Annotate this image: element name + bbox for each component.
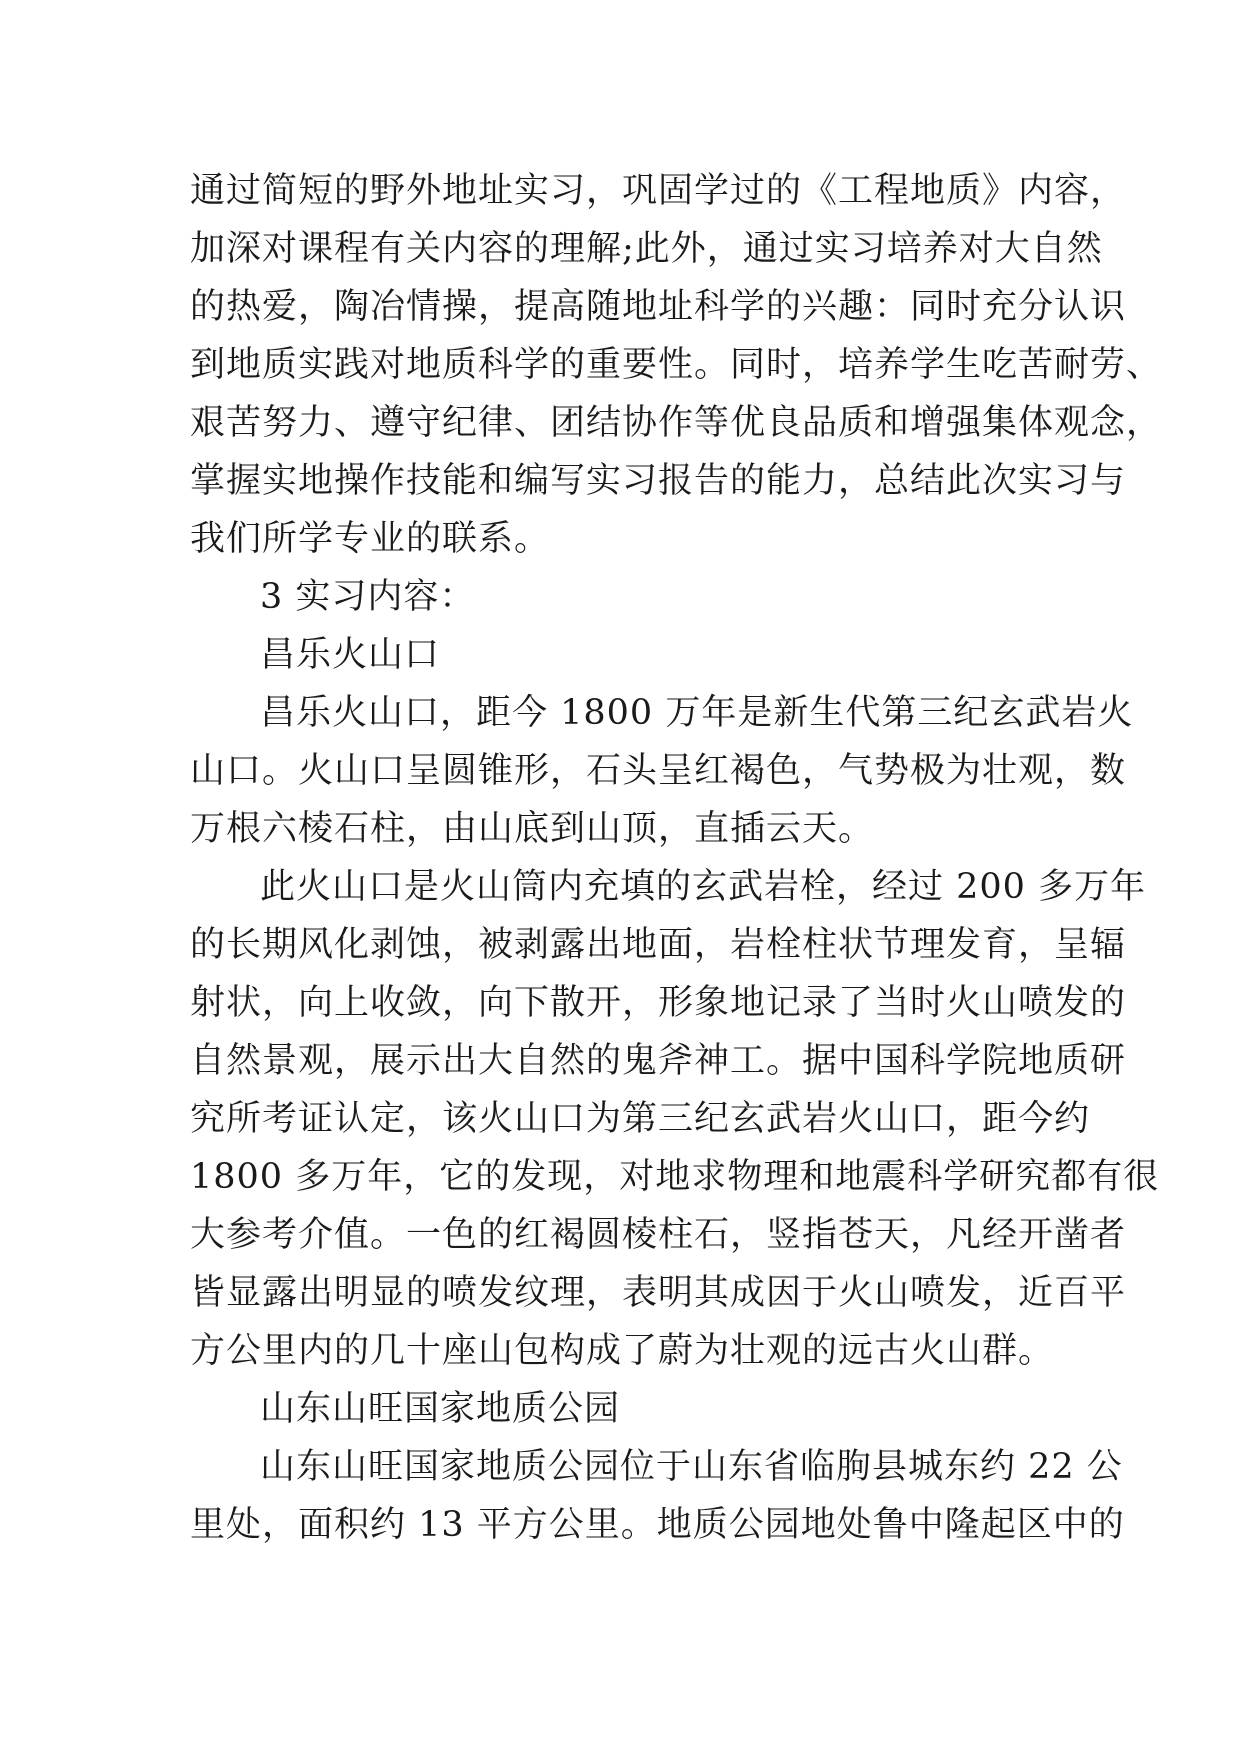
text-line: 方公里内的几十座山包构成了蔚为壮观的远古火山群。	[190, 1331, 1055, 1371]
text-line: 里处，面积约 13 平方公里。地质公园地处鲁中隆起区中的	[190, 1505, 1125, 1545]
text-line: 山口。火山口呈圆锥形，石头呈红褐色，气势极为壮观，数	[190, 751, 1127, 791]
text-line: 到地质实践对地质科学的重要性。同时，培养学生吃苦耐劳、	[190, 345, 1163, 385]
text-line: 的热爱，陶冶情操，提高随地址科学的兴趣：同时充分认识	[190, 287, 1127, 327]
text-line: 昌乐火山口	[260, 635, 441, 675]
body-text	[190, 162, 1163, 1554]
text-line: 山东山旺国家地质公园位于山东省临朐县城东约 22 公	[260, 1447, 1123, 1487]
text-line: 3 实习内容：	[260, 577, 476, 617]
text-line: 皆显露出明显的喷发纹理，表明其成因于火山喷发，近百平	[190, 1273, 1127, 1313]
text-line: 掌握实地操作技能和编写实习报告的能力，总结此次实习与	[190, 461, 1127, 501]
text-line: 自然景观，展示出大自然的鬼斧神工。据中国科学院地质研	[190, 1041, 1127, 1081]
text-line: 的长期风化剥蚀，被剥露出地面，岩栓柱状节理发育，呈辐	[190, 925, 1127, 965]
text-line: 加深对课程有关内容的理解;此外，通过实习培养对大自然	[190, 229, 1103, 269]
text-line: 射状，向上收敛，向下散开，形象地记录了当时火山喷发的	[190, 983, 1127, 1023]
text-line: 山东山旺国家地质公园	[260, 1389, 621, 1429]
text-line: 昌乐火山口，距今 1800 万年是新生代第三纪玄武岩火	[260, 693, 1134, 733]
text-line: 我们所学专业的联系。	[190, 519, 551, 559]
text-line: 此火山口是火山筒内充填的玄武岩栓，经过 200 多万年	[260, 867, 1147, 907]
text-line: 艰苦努力、遵守纪律、团结协作等优良品质和增强集体观念，	[190, 403, 1163, 443]
text-line: 通过简短的野外地址实习，巩固学过的《工程地质》内容，	[190, 171, 1127, 211]
text-line: 大参考介值。一色的红褐圆棱柱石，竖指苍天，凡经开凿者	[190, 1215, 1127, 1255]
text-line: 究所考证认定，该火山口为第三纪玄武岩火山口，距今约	[190, 1099, 1091, 1139]
text-line: 万根六棱石柱，由山底到山顶，直插云天。	[190, 809, 875, 849]
text-line: 1800 多万年，它的发现，对地求物理和地震科学研究都有很	[190, 1157, 1160, 1197]
